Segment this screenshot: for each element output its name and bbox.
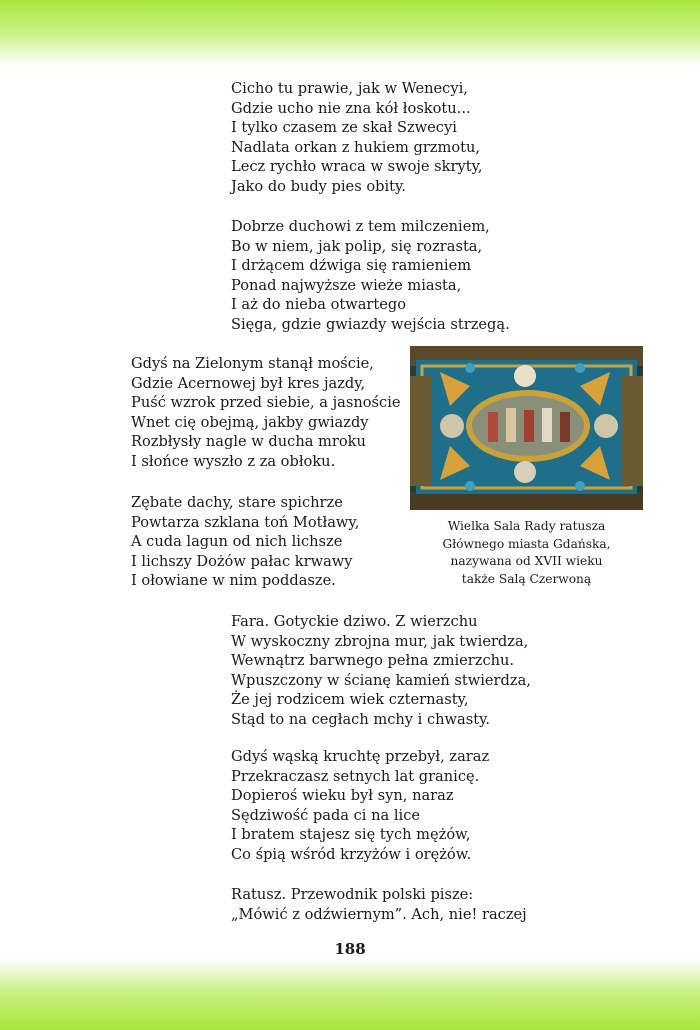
poem-line: „Mówić z odźwiernym”. Ach, nie! raczej [231,905,527,923]
poem-line: Nadlata orkan z hukiem grzmotu, [231,138,481,156]
poem-line: Gdyś na Zielonym stanął moście, [131,355,374,372]
poem-line: Ponad najwyższe wieże miasta, [231,276,462,294]
poem-stanza-6 [231,747,489,864]
poem-line: Jako do budy pies obity. [231,177,406,195]
photo-caption [410,518,643,588]
poem-line: Gdzie ucho nie zna kół łoskotu... [231,99,471,117]
poem-line: Dobrze duchowi z tem milczeniem, [231,218,490,235]
poem-stanza-7 [231,885,527,924]
poem-line: I słońce wyszło z za obłoku. [131,452,336,470]
caption-line: Głównego miasta Gdańska, [442,536,611,551]
poem-line: Sięga, gdzie gwiazdy wejścia strzegą. [231,315,510,333]
poem-stanza-1 [231,79,483,196]
poem-line: Gdyś wąską kruchtę przebył, zaraz [231,748,490,765]
top-green-band [0,0,700,66]
poem-line: Że jej rodzicem wiek czternasty, [231,691,469,708]
poem-line: I bratem stajesz się tych mężów, [231,826,471,843]
poem-line: I drżącem dźwiga się ramieniem [231,257,472,274]
poem-line: Gdzie Acernowej był kres jazdy, [131,374,366,392]
red-hall-ceiling-photo [410,346,643,510]
poem-stanza-4 [131,493,359,591]
bottom-green-band [0,958,700,1030]
poem-line: Cicho tu prawie, jak w Wenecyi, [231,80,468,97]
poem-line: I ołowiane w nim poddasze. [131,572,336,589]
poem-line: Przekraczasz setnych lat granicę. [231,767,480,785]
poem-line: Zębate dachy, stare spichrze [131,494,343,511]
poem-stanza-5 [231,612,531,729]
poem-line: Lecz rychło wraca w swoje skryty, [231,158,483,175]
poem-line: Fara. Gotyckie dziwo. Z wierzchu [231,613,478,630]
poem-line: Bo w niem, jak polip, się rozrasta, [231,237,483,255]
caption-line: nazywana od XVII wieku [450,554,603,568]
poem-line: A cuda lagun od nich lichsze [131,533,343,550]
poem-line: Co śpią wśród krzyżów i orężów. [231,845,472,863]
caption-line: Wielka Sala Rady ratusza [447,519,606,533]
poem-line: Rozbłysły nagle w ducha mroku [131,433,366,450]
poem-line: Powtarza szklana toń Motławy, [131,513,360,531]
poem-line: W wyskoczny zbrojna mur, jak twierdza, [231,632,529,650]
poem-line: Ratusz. Przewodnik polski pisze: [231,886,474,903]
poem-line: Dopieroś wieku był syn, naraz [231,787,454,804]
poem-stanza-2 [231,217,510,334]
poem-line: I lichszy Dożów pałac krwawy [131,552,353,570]
poem-line: Wpuszczony w ścianę kamień stwierdza, [231,671,531,689]
page-number: 188 [334,940,366,958]
poem-line: Sędziwość pada ci na lice [231,806,420,824]
poem-stanza-3 [131,354,401,471]
poem-line: Wewnątrz barwnego pełna zmierzchu. [231,652,515,669]
caption-line: także Salą Czerwoną [461,571,592,586]
poem-line: Wnet cię obejmą, jakby gwiazdy [131,413,369,431]
poem-line: I aż do nieba otwartego [231,296,407,313]
poem-line: Puść wzrok przed siebie, a jasnoście [131,394,401,411]
poem-line: Stąd to na cegłach mchy i chwasty. [231,710,491,728]
poem-line: I tylko czasem ze skał Szwecyi [231,119,457,136]
